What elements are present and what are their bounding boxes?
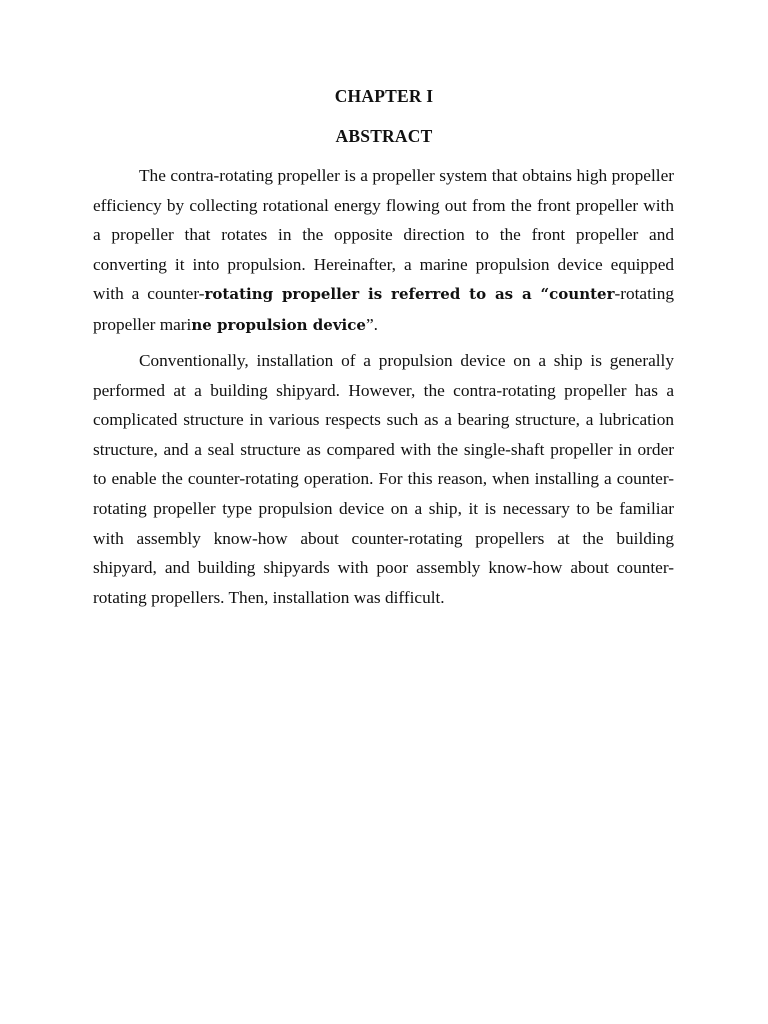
paragraph-text: Conventionally, installation of a propulsion device on a ship is generally performed at a building shipyard. However, the contra-rotating propeller has a complicated structure in various respects such as a bearing structure, a lubrication structure, and a seal structure as compared with the single-shaft propeller in order to enable the counter-rotating operation. For this reason, when installing a counter-rotating propeller type propulsion device on a ship, it is necessary to be familiar with assembly know-how about counter-rotating propellers at the building shipyard, and building shipyards with poor assembly know-how about counter-rotating propellers. Then, installation was difficult. bbox=[93, 351, 674, 607]
section-title: ABSTRACT bbox=[335, 126, 433, 146]
abstract-paragraph-1 bbox=[93, 161, 674, 341]
paragraph-text-bold: ne propulsion device bbox=[191, 315, 366, 334]
paragraph-text-bold: rotating propeller is referred to as a “counter bbox=[204, 285, 615, 304]
chapter-title: CHAPTER I bbox=[334, 86, 434, 106]
paragraph-text: ”. bbox=[365, 314, 378, 334]
paragraph-text: -rotating propeller mari bbox=[93, 284, 674, 334]
abstract-paragraph-2 bbox=[93, 346, 674, 612]
paragraph-text: The contra-rotating propeller is a propeller system that obtains high propeller efficiency by collecting rotational energy flowing out from the front propeller with a propeller that rotates in the opposite direction to the front propeller and converting it into propulsion. Hereinafter, a marine propulsion device equipped with a counter- bbox=[93, 166, 674, 304]
